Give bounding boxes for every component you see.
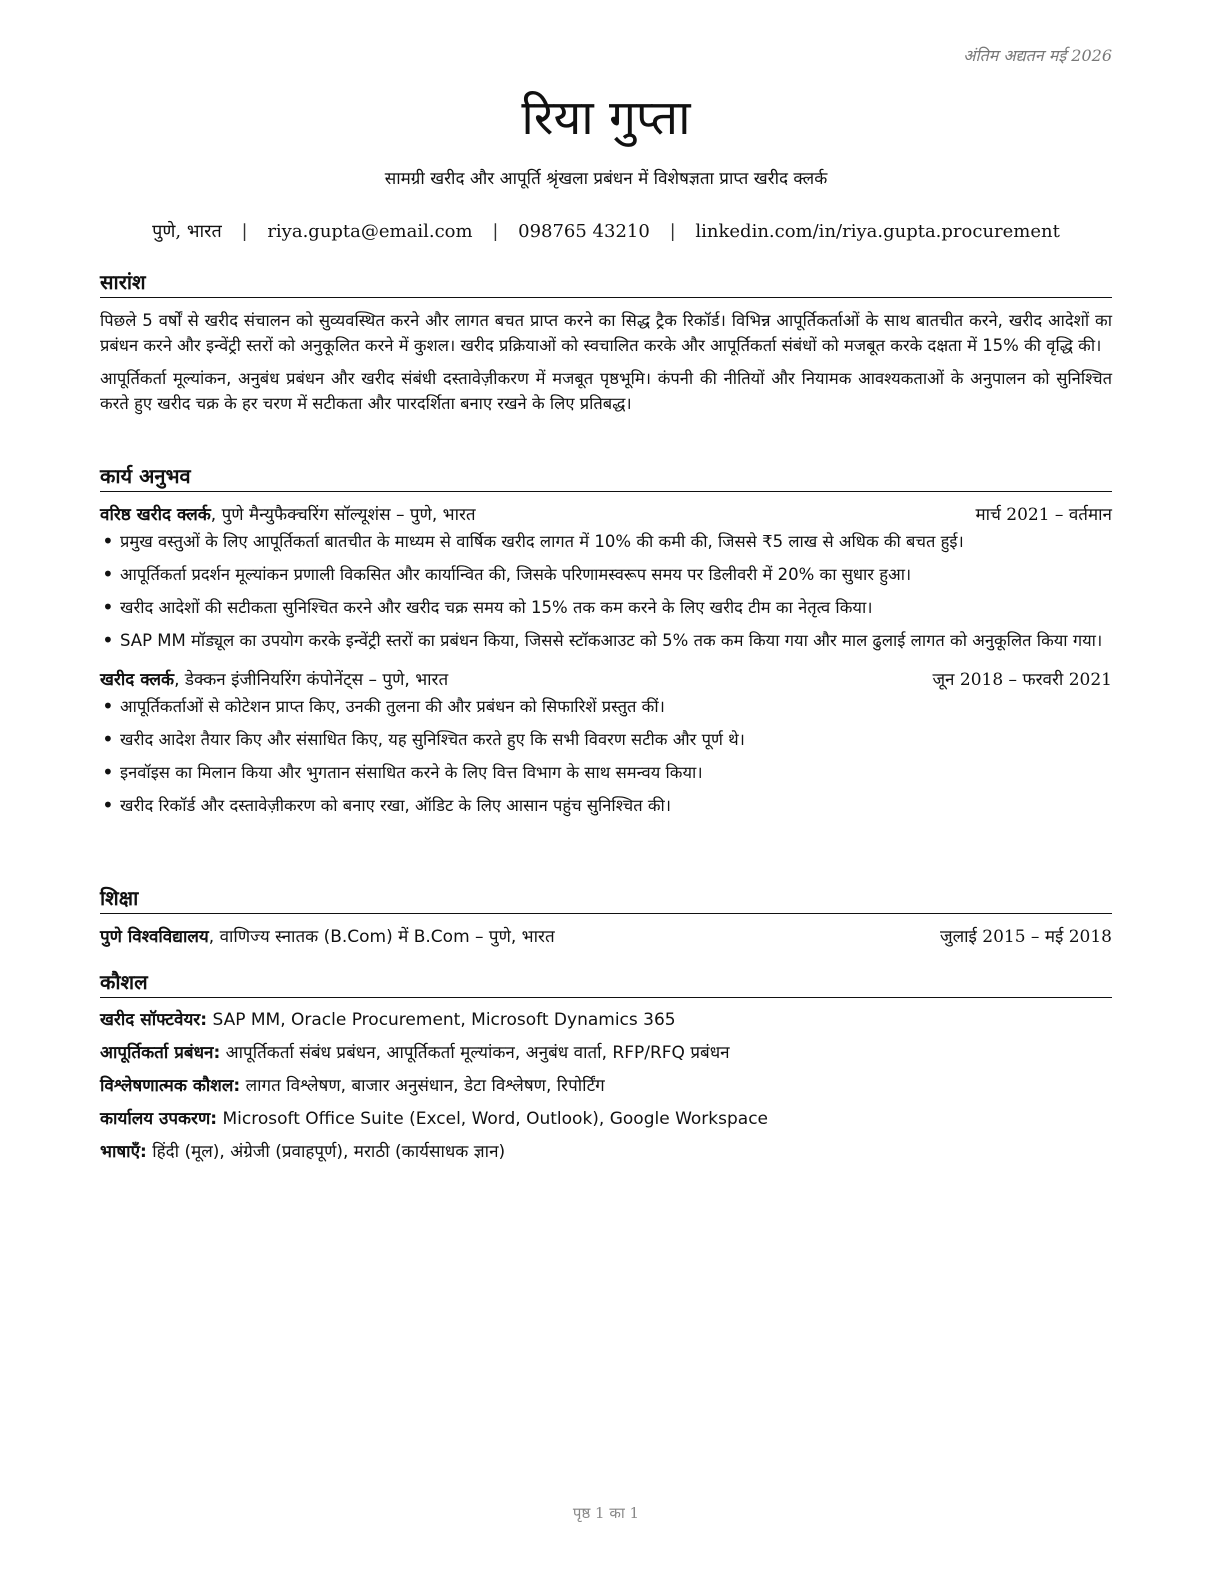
list-item: • खरीद रिकॉर्ड और दस्तावेज़ीकरण को बनाए रखा, ऑडिट के लिए आसान पहुंच सुनिश्चित की। [100, 793, 1112, 818]
skill-value: Microsoft Office Suite (Excel, Word, Outlook), Google Workspace [217, 1109, 768, 1129]
skill-row [100, 1074, 1112, 1098]
list-item: • आपूर्तिकर्ता प्रदर्शन मूल्यांकन प्रणाली विकसित और कार्यान्वित की, जिसके परिणामस्वरूप समय पर डिलीवरी में 20% का सुधार हुआ। [100, 562, 1112, 587]
skill-row [100, 1107, 1112, 1131]
list-item: • प्रमुख वस्तुओं के लिए आपूर्तिकर्ता बातचीत के माध्यम से वार्षिक खरीद लागत में 10% की कमी की, जिससे ₹5 लाख से अधिक की बचत हुई। [100, 529, 1112, 554]
job-header [100, 667, 1112, 690]
job-dates: जून 2018 – फरवरी 2021 [932, 670, 1112, 690]
skill-row [100, 1140, 1112, 1164]
contact-phone[interactable]: 098765 43210 [518, 221, 650, 242]
contact-location: पुणे, भारत [152, 221, 222, 242]
skill-value: आपूर्तिकर्ता संबंध प्रबंधन, आपूर्तिकर्ता मूल्यांकन, अनुबंध वार्ता, RFP/RFQ प्रबंधन [220, 1043, 730, 1063]
job-dates: मार्च 2021 – वर्तमान [975, 505, 1112, 525]
list-item: • SAP MM मॉड्यूल का उपयोग करके इन्वेंट्री स्तरों का प्रबंधन किया, जिससे स्टॉकआउट को 5% तक कम किया गया और माल ढुलाई लागत को अनुकूलित किया गया। [100, 628, 1112, 653]
contact-email[interactable]: riya.gupta@email.com [267, 221, 473, 242]
education-degree: , वाणिज्य स्नातक (B.Com) में B.Com – पुणे, भारत [208, 927, 555, 947]
contact-line [100, 219, 1112, 243]
skill-value: लागत विश्लेषण, बाजार अनुसंधान, डेटा विश्लेषण, रिपोर्टिंग [240, 1076, 605, 1096]
tagline: सामग्री खरीद और आपूर्ति श्रृंखला प्रबंधन में विशेषज्ञता प्राप्त खरीद क्लर्क [384, 169, 828, 189]
section-heading-summary: सारांश [100, 268, 1112, 298]
job-bullets [100, 529, 1112, 653]
skill-label: आपूर्तिकर्ता प्रबंधन: [100, 1043, 221, 1063]
education-school-line [100, 924, 555, 947]
job-header [100, 502, 1112, 525]
section-heading-education: शिक्षा [100, 884, 1112, 914]
skill-label: खरीद सॉफ्टवेयर: [100, 1010, 208, 1030]
skill-label: भाषाएँ: [100, 1142, 147, 1162]
job-title: वरिष्ठ खरीद क्लर्क [100, 505, 211, 525]
skills-section [100, 968, 1112, 1173]
page-number: पृष्ठ 1 का 1 [572, 1504, 640, 1522]
summary-paragraph: पिछले 5 वर्षों से खरीद संचालन को सुव्यवस्थित करने और लागत बचत प्राप्त करने का सिद्ध ट्रैक रिकॉर्ड। विभिन्न आपूर्तिकर्ताओं के साथ बातचीत करने, खरीद आदेशों का प्रबंधन करने और इन्वेंट्री स्तरों को अनुकूलित करने में कुशल। खरीद प्रक्रियाओं को स्वचालित करके और आपूर्तिकर्ता संबंधों को मजबूत करके दक्षता में 15% की वृद्धि की। [100, 311, 1112, 355]
contact-separator: | [669, 221, 676, 242]
job-bullets [100, 694, 1112, 818]
education-school: पुणे विश्वविद्यालय [100, 927, 209, 947]
resume-page [100, 0, 1112, 1584]
section-heading-experience: कार्य अनुभव [100, 462, 1112, 492]
education-section [100, 884, 1112, 951]
skill-value: SAP MM, Oracle Procurement, Microsoft Dynamics 365 [207, 1010, 676, 1030]
list-item: • आपूर्तिकर्ताओं से कोटेशन प्राप्त किए, उनकी तुलना की और प्रबंधन को सिफारिशें प्रस्तुत कीं। [100, 694, 1112, 719]
job-org: , डेक्कन इंजीनियरिंग कंपोनेंट्स – पुणे, भारत [174, 670, 449, 690]
candidate-name: रिया गुप्ता [521, 90, 691, 146]
last-updated: अंतिम अद्यतन मई 2026 [963, 46, 1112, 65]
job-title: खरीद क्लर्क [100, 670, 175, 690]
list-item: • इनवॉइस का मिलान किया और भुगतान संसाधित करने के लिए वित्त विभाग के साथ समन्वय किया। [100, 760, 1112, 785]
skill-label: कार्यालय उपकरण: [100, 1109, 218, 1129]
experience-section [100, 462, 1112, 832]
education-dates: जुलाई 2015 – मई 2018 [939, 927, 1112, 947]
contact-separator: | [492, 221, 499, 242]
skill-value: हिंदी (मूल), अंग्रेजी (प्रवाहपूर्ण), मराठी (कार्यसाधक ज्ञान) [146, 1142, 506, 1162]
list-item: • खरीद आदेश तैयार किए और संसाधित किए, यह सुनिश्चित करते हुए कि सभी विवरण सटीक और पूर्ण थे। [100, 727, 1112, 752]
job-role [100, 502, 476, 525]
contact-linkedin[interactable]: linkedin.com/in/riya.gupta.procurement [695, 221, 1060, 242]
section-heading-skills: कौशल [100, 968, 1112, 998]
summary-section [100, 268, 1112, 424]
job-org: , पुणे मैन्युफैक्चरिंग सॉल्यूशंस – पुणे, भारत [210, 505, 476, 525]
job-role [100, 667, 448, 690]
education-entry [100, 924, 1112, 947]
skill-row [100, 1008, 1112, 1032]
skill-row [100, 1041, 1112, 1065]
contact-separator: | [241, 221, 248, 242]
skill-label: विश्लेषणात्मक कौशल: [100, 1076, 241, 1096]
list-item: • खरीद आदेशों की सटीकता सुनिश्चित करने और खरीद चक्र समय को 15% तक कम करने के लिए खरीद टीम का नेतृत्व किया। [100, 595, 1112, 620]
summary-paragraph: आपूर्तिकर्ता मूल्यांकन, अनुबंध प्रबंधन और खरीद संबंधी दस्तावेज़ीकरण में मजबूत पृष्ठभूमि। कंपनी की नीतियों और नियामक आवश्यकताओं के अनुपालन को सुनिश्चित करते हुए खरीद चक्र के हर चरण में सटीकता और पारदर्शिता बनाए रखने के लिए प्रतिबद्ध। [100, 369, 1112, 413]
